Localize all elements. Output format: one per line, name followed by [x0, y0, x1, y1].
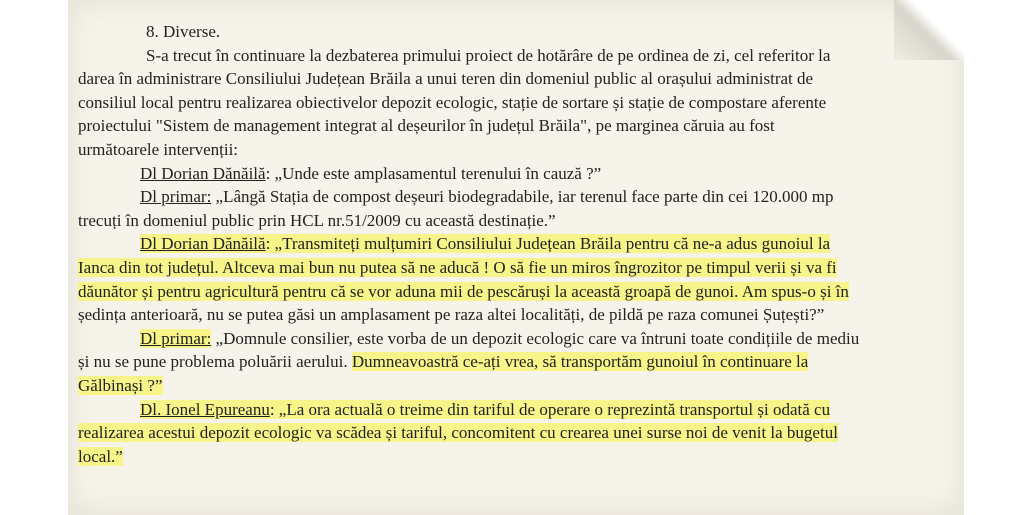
intervention-2-line-2: trecuți în domeniul public prin HCL nr.51/2009 cu această destinație.” [78, 210, 556, 230]
intro-line-4: proiectului "Sistem de management integrat al deșeurilor în județul Brăila", pe marginea căruia au fost [78, 116, 775, 136]
speech-text: Dumneavoastră ce-ați vrea, să transportăm gunoiul în continuare la [351, 352, 809, 372]
intervention-5-line-3 [78, 445, 958, 469]
speaker-name: Dl primar: [140, 187, 212, 207]
speech-text: : „La ora actuală o treime din tariful de operare o reprezintă transportul și odată cu [269, 399, 831, 419]
speech-text: „Lângă Stația de compost deșeuri biodegradabile, iar terenul face parte din cei 120.000 mp [211, 187, 834, 207]
document-body [78, 20, 958, 468]
speech-text: și nu se pune problema poluării aerului. [78, 352, 352, 372]
speech-text: ședința anterioară, nu se putea găsi un amplasament pe raza altei localități, de pildă pe raza comunei Șuțești?” [78, 305, 825, 325]
intervention-3-line-3 [78, 280, 958, 304]
scanned-page [68, 0, 964, 515]
speech-text: : „Unde este amplasamentul terenului în cauză ?” [265, 163, 602, 183]
speech-text: : „Transmiteți mulțumiri Consiliului Județean Brăila pentru că ne-a adus gunoiul la [265, 234, 831, 254]
speech-text: Gălbinași ?” [78, 375, 163, 395]
intro-line-3: consiliul local pentru realizarea obiectivelor depozit ecologic, stație de sortare și stație de compostare aferente [78, 92, 827, 112]
speaker-name: Dl. Ionel Epureanu [140, 399, 270, 419]
intro-line-1: S-a trecut în continuare la dezbaterea primului proiect de hotărâre de pe ordinea de zi, cel referitor la [146, 45, 831, 65]
intro-line-5: următoarele intervenții: [78, 139, 239, 159]
intervention-4-line-3 [78, 374, 958, 398]
intervention-4-line-1 [78, 327, 958, 351]
intervention-4-line-2 [78, 350, 958, 374]
intervention-3-line-2 [78, 256, 958, 280]
speaker-name: Dl Dorian Dănăilă [140, 163, 266, 183]
speech-text: local.” [78, 446, 123, 466]
speaker-name: Dl Dorian Dănăilă [140, 234, 266, 254]
section-heading: 8. Diverse. [146, 22, 221, 41]
intro-line-2: darea în administrare Consiliului Județean Brăila a unui teren din domeniul public al orașului administrat de [78, 69, 814, 89]
speech-text: realizarea acestui depozit ecologic va scădea și tariful, concomitent cu crearea unei surse noi de venit la bugetul [78, 423, 838, 443]
intervention-5-line-1 [78, 398, 958, 422]
speech-text: dăunător și pentru agricultură pentru că se vor aduna mii de pescăruși la această groapă de gunoi. Am spus-o și în [78, 281, 849, 301]
speech-text: Ianca din tot județul. Altceva mai bun nu putea să ne aducă ! O să fie un miros îngrozitor pe timpul verii și va fi [78, 257, 837, 277]
intervention-3-line-1 [78, 232, 958, 256]
intervention-2-line-1 [78, 185, 958, 209]
speech-text: „Domnule consilier, este vorba de un depozit ecologic care va întruni toate condițiile de mediu [211, 328, 860, 348]
speaker-name: Dl primar: [140, 328, 212, 348]
intervention-3-line-4 [78, 303, 958, 327]
intervention-5-line-2 [78, 421, 958, 445]
intervention-1 [78, 162, 958, 186]
